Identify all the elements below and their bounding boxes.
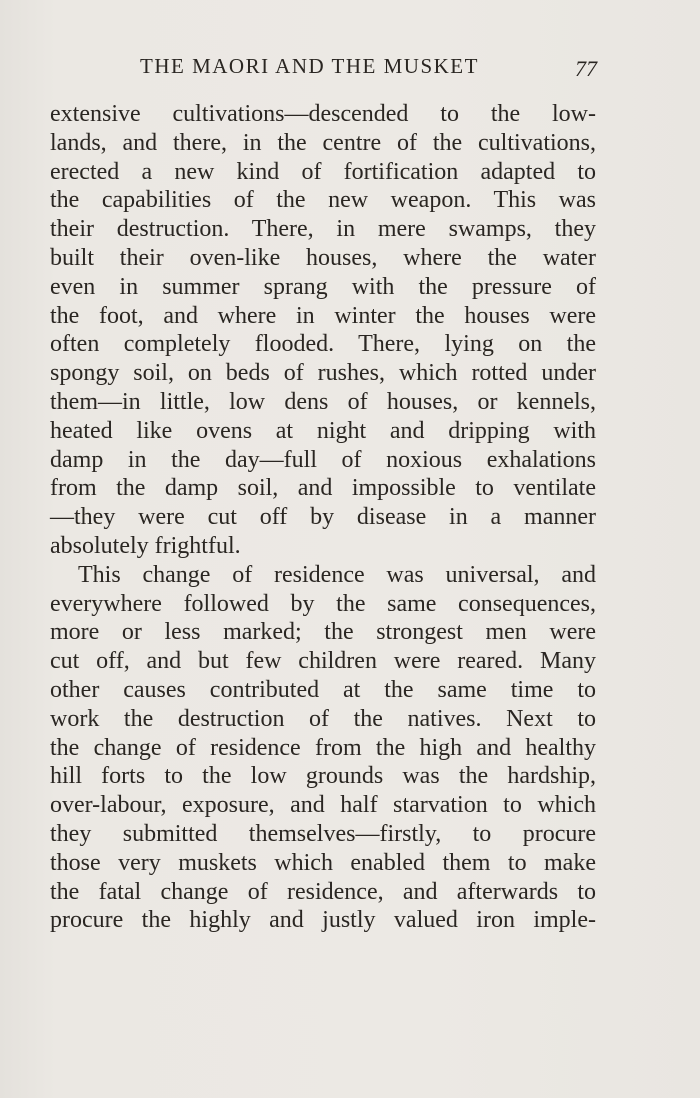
- text-line: other causes contributed at the same time to: [50, 676, 596, 703]
- text-line: extensive cultivations—descended to the low-: [50, 101, 596, 127]
- text-line: hill forts to the low grounds was the hardship,: [50, 763, 596, 790]
- text-line: damp in the day—full of noxious exhalations: [50, 446, 596, 473]
- text-line: the foot, and where in winter the houses were: [50, 302, 596, 329]
- text-line: the capabilities of the new weapon. This was: [50, 187, 596, 214]
- text-line: built their oven-like houses, where the water: [50, 244, 596, 271]
- text-line: the fatal change of residence, and afterwards to: [50, 878, 596, 905]
- text-line: cut off, and but few children were reared. Many: [50, 648, 596, 675]
- text-line: everywhere followed by the same consequences,: [50, 590, 596, 617]
- page-number: 77: [575, 56, 597, 81]
- text-line: lands, and there, in the centre of the cultivations,: [50, 129, 596, 156]
- text-line: erected a new kind of fortification adapted to: [50, 158, 596, 185]
- text-line: —they were cut off by disease in a manner: [50, 504, 596, 531]
- text-line: procure the highly and justly valued iron imple-: [50, 907, 596, 934]
- text-line: often completely flooded. There, lying on the: [50, 331, 596, 358]
- text-line: even in summer sprang with the pressure of: [50, 273, 596, 300]
- running-title: THE MAORI AND THE MUSKET: [140, 54, 479, 78]
- text-line: heated like ovens at night and dripping with: [50, 417, 596, 444]
- running-head: [0, 54, 700, 84]
- text-line: those very muskets which enabled them to make: [50, 849, 596, 876]
- text-line: the change of residence from the high and healthy: [50, 734, 596, 761]
- text-line: absolutely frightful.: [50, 532, 241, 559]
- text-line: them—in little, low dens of houses, or kennels,: [50, 388, 596, 415]
- text-line: work the destruction of the natives. Next to: [50, 705, 596, 732]
- text-line: over-labour, exposure, and half starvation to which: [50, 792, 596, 819]
- text-line: spongy soil, on beds of rushes, which rotted under: [50, 360, 596, 387]
- text-line: their destruction. There, in mere swamps, they: [50, 216, 596, 243]
- text-line: more or less marked; the strongest men were: [50, 619, 596, 646]
- text-line: they submitted themselves—firstly, to procure: [50, 820, 596, 847]
- text-line: This change of residence was universal, and: [78, 561, 596, 588]
- text-line: from the damp soil, and impossible to ventilate: [50, 475, 596, 502]
- body-text: [50, 100, 596, 935]
